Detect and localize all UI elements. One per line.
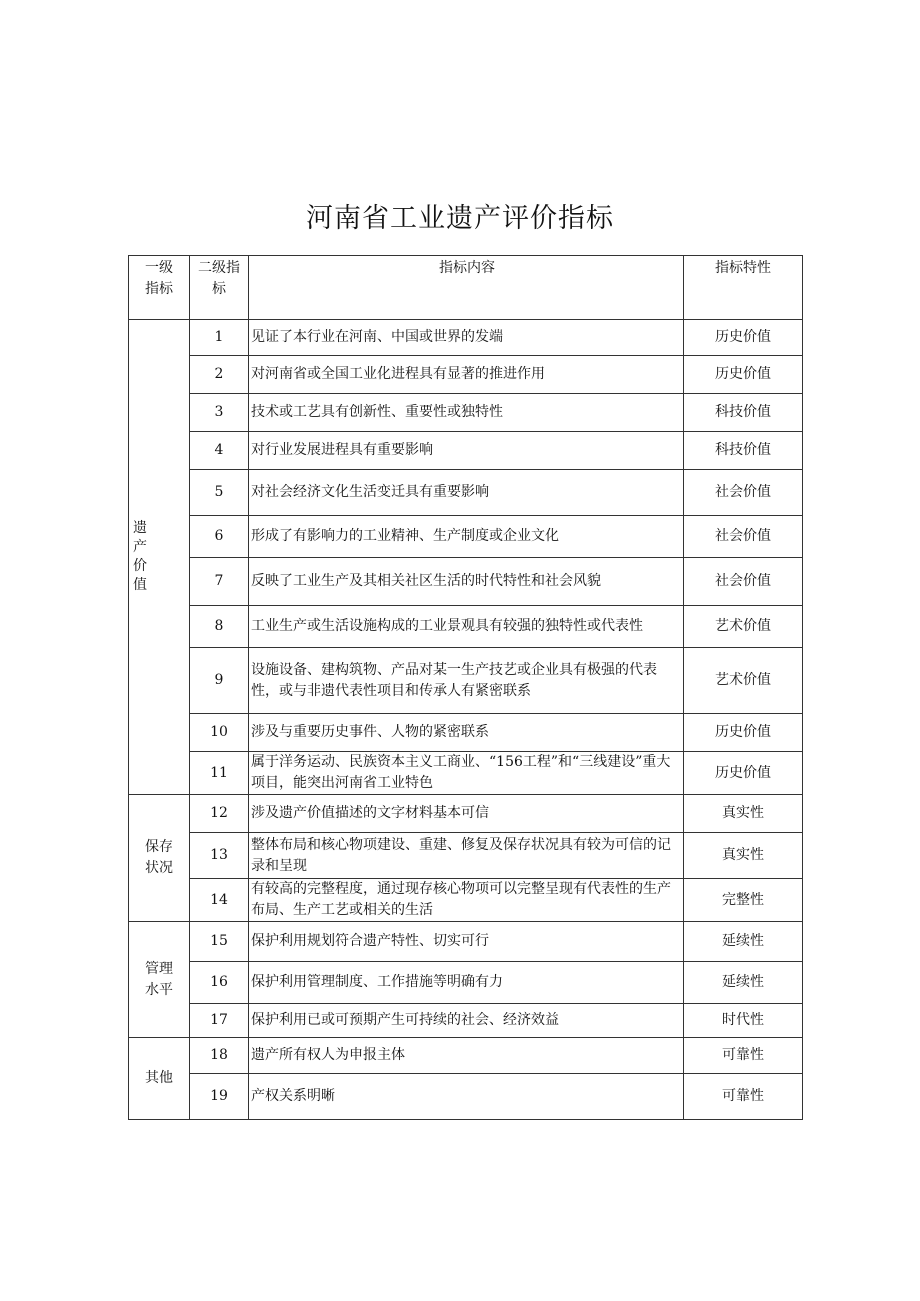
indicator-feature: 时代性: [684, 1004, 803, 1038]
group-label-line: 保存: [145, 839, 173, 855]
group-label-line: 状况: [145, 860, 173, 876]
header-level2-line: 二级指: [198, 260, 240, 276]
indicator-feature: 社会价值: [684, 516, 803, 558]
indicator-number: 10: [190, 714, 249, 752]
table-row: [129, 558, 803, 606]
table-row: [129, 714, 803, 752]
header-level2-line: 标: [212, 281, 226, 297]
table-row: [129, 752, 803, 795]
indicator-number: 8: [190, 606, 249, 648]
table-row: [129, 356, 803, 394]
table-row: [129, 648, 803, 714]
indicator-number: 3: [190, 394, 249, 432]
group-label-line: 产: [133, 539, 147, 555]
indicator-content: 属于洋务运动、民族资本主义工商业、“156工程”和“三线建设”重大项目，能突出河南省工业特色: [249, 752, 684, 795]
header-level1-line: 指标: [145, 281, 173, 297]
indicator-content: 工业生产或生活设施构成的工业景观具有较强的独特性或代表性: [249, 606, 684, 648]
indicator-feature: 历史价值: [684, 752, 803, 795]
indicator-feature: 真实性: [684, 833, 803, 879]
indicator-content: 涉及与重要历史事件、人物的紧密联系: [249, 714, 684, 752]
table-row: [129, 1074, 803, 1120]
indicator-feature: 历史价值: [684, 714, 803, 752]
header-level1-line: 一级: [145, 260, 173, 276]
indicator-number: 17: [190, 1004, 249, 1038]
indicator-content: 对河南省或全国工业化进程具有显著的推进作用: [249, 356, 684, 394]
indicator-number: 2: [190, 356, 249, 394]
table-row: [129, 962, 803, 1004]
indicator-content: 反映了工业生产及其相关社区生活的时代特性和社会风貌: [249, 558, 684, 606]
indicator-feature: 社会价值: [684, 470, 803, 516]
indicator-feature: 完整性: [684, 879, 803, 922]
group-label-line: 价: [133, 558, 147, 574]
indicator-number: 4: [190, 432, 249, 470]
group-cell: [129, 922, 190, 1038]
indicator-feature: 科技价值: [684, 432, 803, 470]
group-label-line: 遗: [133, 520, 147, 536]
indicator-number: 16: [190, 962, 249, 1004]
indicator-content: 有较高的完整程度，通过现存核心物项可以完整呈现有代表性的生产布局、生产工艺或相关的生活: [249, 879, 684, 922]
indicator-feature: 延续性: [684, 922, 803, 962]
indicator-feature: 可靠性: [684, 1038, 803, 1074]
indicator-feature: 真实性: [684, 795, 803, 833]
indicator-number: 18: [190, 1038, 249, 1074]
header-level2: [190, 256, 249, 320]
table-row: [129, 394, 803, 432]
table-row: [129, 1004, 803, 1038]
indicator-number: 5: [190, 470, 249, 516]
indicator-content: 遗产所有权人为申报主体: [249, 1038, 684, 1074]
indicator-content: 技术或工艺具有创新性、重要性或独特性: [249, 394, 684, 432]
indicator-content: 保护利用已或可预期产生可持续的社会、经济效益: [249, 1004, 684, 1038]
indicator-number: 19: [190, 1074, 249, 1120]
indicator-feature: 社会价值: [684, 558, 803, 606]
group-cell: [129, 795, 190, 922]
indicator-number: 7: [190, 558, 249, 606]
indicator-feature: 艺术价值: [684, 648, 803, 714]
indicator-feature: 艺术价值: [684, 606, 803, 648]
table-row: [129, 516, 803, 558]
indicator-number: 11: [190, 752, 249, 795]
indicator-feature: 历史价值: [684, 320, 803, 356]
indicator-content: 保护利用规划符合遗产特性、切实可行: [249, 922, 684, 962]
indicator-feature: 延续性: [684, 962, 803, 1004]
table-row: [129, 470, 803, 516]
table-row: [129, 432, 803, 470]
group-label-line: 值: [133, 577, 147, 593]
header-level1: [129, 256, 190, 320]
table-row: [129, 795, 803, 833]
table-row: [129, 922, 803, 962]
indicator-feature: 历史价值: [684, 356, 803, 394]
group-cell: [129, 1038, 190, 1120]
indicator-number: 6: [190, 516, 249, 558]
indicator-feature: 科技价值: [684, 394, 803, 432]
indicator-content: 对行业发展进程具有重要影响: [249, 432, 684, 470]
indicator-content: 涉及遗产价值描述的文字材料基本可信: [249, 795, 684, 833]
group-label-line: 管理: [145, 960, 173, 977]
indicator-content: 产权关系明晰: [249, 1074, 684, 1120]
indicator-feature: 可靠性: [684, 1074, 803, 1120]
indicator-table: [128, 255, 803, 1120]
indicator-content: 对社会经济文化生活变迁具有重要影响: [249, 470, 684, 516]
page-title: 河南省工业遗产评价指标: [306, 203, 614, 234]
indicator-number: 13: [190, 833, 249, 879]
indicator-content: 见证了本行业在河南、中国或世界的发端: [249, 320, 684, 356]
indicator-content: 形成了有影响力的工业精神、生产制度或企业文化: [249, 516, 684, 558]
header-row: [129, 256, 803, 320]
indicator-number: 1: [190, 320, 249, 356]
indicator-number: 12: [190, 795, 249, 833]
table-row: [129, 1038, 803, 1074]
table-row: [129, 833, 803, 879]
group-label-line: 水平: [145, 981, 173, 998]
table-row: [129, 320, 803, 356]
header-feature: 指标特性: [684, 256, 803, 320]
table-row: [129, 879, 803, 922]
indicator-content: 设施设备、建构筑物、产品对某一生产技艺或企业具有极强的代表性，或与非遗代表性项目和传承人有紧密联系: [249, 648, 684, 714]
indicator-number: 9: [190, 648, 249, 714]
group-cell: [129, 320, 190, 795]
indicator-number: 14: [190, 879, 249, 922]
group-label-line: 其他: [145, 1070, 173, 1086]
table-row: [129, 606, 803, 648]
indicator-number: 15: [190, 922, 249, 962]
indicator-content: 保护利用管理制度、工作措施等明确有力: [249, 962, 684, 1004]
header-content: 指标内容: [249, 256, 684, 320]
indicator-content: 整体布局和核心物项建设、重建、修复及保存状况具有较为可信的记录和呈现: [249, 833, 684, 879]
